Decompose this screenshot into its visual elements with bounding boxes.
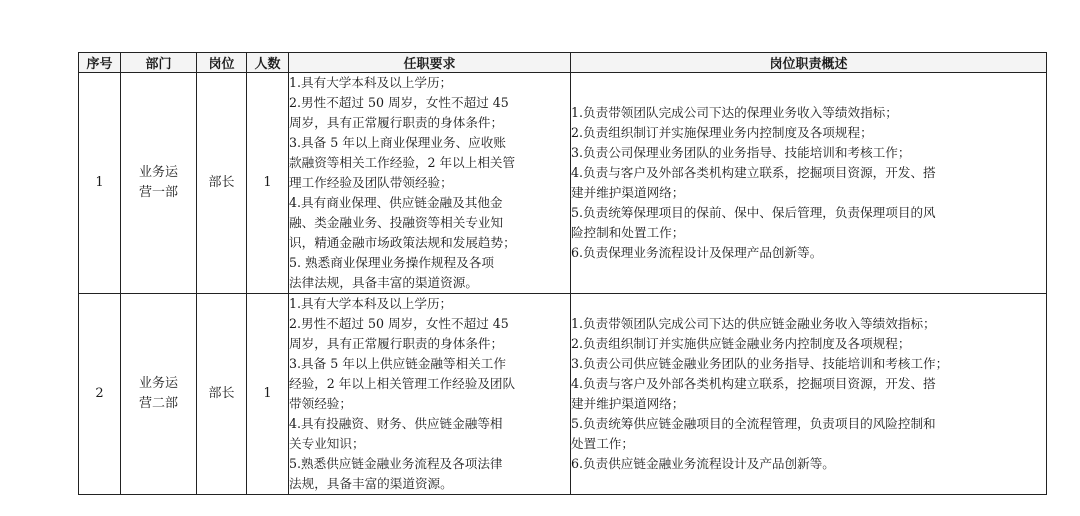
requirement-line: 5.熟悉供应链金融业务流程及各项法律 xyxy=(289,456,503,471)
header-requirements: 任职要求 xyxy=(289,53,571,73)
responsibility-line: 5.负责统筹保理项目的保前、保中、保后管理，负责保理项目的风 xyxy=(571,205,936,220)
responsibility-line: 4.负责与客户及外部各类机构建立联系，挖掘项目资源，开发、搭 xyxy=(571,165,936,180)
responsibility-line: 1.负责带领团队完成公司下达的保理业务收入等绩效指标； xyxy=(571,105,898,120)
responsibility-line: 处置工作； xyxy=(571,436,634,451)
requirement-line: 识，精通金融市场政策法规和发展趋势； xyxy=(289,235,516,250)
responsibility-line: 6.负责保理业务流程设计及保理产品创新等。 xyxy=(571,245,823,260)
requirement-line: 4.具有商业保理、供应链金融及其他金 xyxy=(289,195,503,210)
requirement-line: 5. 熟悉商业保理业务操作规程及各项 xyxy=(289,255,494,270)
requirement-line: 周岁，具有正常履行职责的身体条件； xyxy=(289,115,504,130)
department-cell xyxy=(121,294,197,495)
requirements-cell xyxy=(289,73,571,294)
requirement-line: 1.具有大学本科及以上学历； xyxy=(289,296,453,311)
department-cell xyxy=(121,73,197,294)
requirement-line: 3.具备 5 年以上供应链金融等相关工作 xyxy=(289,356,506,371)
requirement-line: 3.具备 5 年以上商业保理业务、应收账 xyxy=(289,135,506,150)
requirement-line: 款融资等相关工作经验，2 年以上相关管 xyxy=(289,155,516,170)
department-name-line: 营一部 xyxy=(138,185,178,200)
post-cell: 部长 xyxy=(197,73,247,294)
requirement-line: 融、类金融业务、投融资等相关专业知 xyxy=(289,215,504,230)
department-name-line: 业务运 xyxy=(138,165,178,180)
job-requirements-table xyxy=(78,52,1047,495)
requirement-line: 经验，2 年以上相关管理工作经验及团队 xyxy=(289,376,516,391)
responsibility-line: 4.负责与客户及外部各类机构建立联系，挖掘项目资源，开发、搭 xyxy=(571,376,936,391)
post-cell: 部长 xyxy=(197,294,247,495)
responsibility-line: 3.负责公司保理业务团队的业务指导、技能培训和考核工作； xyxy=(571,145,911,160)
header-headcount: 人数 xyxy=(247,53,289,73)
requirements-cell xyxy=(289,294,571,495)
responsibilities-cell xyxy=(571,73,1047,294)
requirement-line: 关专业知识； xyxy=(289,436,365,451)
responsibility-line: 1.负责带领团队完成公司下达的供应链金融业务收入等绩效指标； xyxy=(571,316,936,331)
header-no: 序号 xyxy=(79,53,121,73)
header-department: 部门 xyxy=(121,53,197,73)
requirement-line: 1.具有大学本科及以上学历； xyxy=(289,75,453,90)
responsibility-line: 5.负责统筹供应链金融项目的全流程管理，负责项目的风险控制和 xyxy=(571,416,936,431)
responsibility-line: 建并维护渠道网络； xyxy=(571,185,685,200)
row-number: 1 xyxy=(79,73,121,294)
requirement-line: 带领经验； xyxy=(289,396,352,411)
requirement-line: 法规，具备丰富的渠道资源。 xyxy=(289,476,453,491)
responsibilities-cell xyxy=(571,294,1047,495)
headcount-cell: 1 xyxy=(247,73,289,294)
responsibility-line: 3.负责公司供应链金融业务团队的业务指导、技能培训和考核工作； xyxy=(571,356,949,371)
row-number: 2 xyxy=(79,294,121,495)
requirement-line: 周岁，具有正常履行职责的身体条件； xyxy=(289,336,504,351)
requirement-line: 4.具有投融资、财务、供应链金融等相 xyxy=(289,416,503,431)
header-responsibilities: 岗位职责概述 xyxy=(571,53,1047,73)
responsibility-line: 2.负责组织制订并实施供应链金融业务内控制度及各项规程； xyxy=(571,336,911,351)
department-name-line: 业务运 xyxy=(138,376,178,391)
requirement-line: 2.男性不超过 50 周岁，女性不超过 45 xyxy=(289,316,509,331)
requirement-line: 法律法规，具备丰富的渠道资源。 xyxy=(289,275,478,290)
header-post: 岗位 xyxy=(197,53,247,73)
responsibility-line: 险控制和处置工作； xyxy=(571,225,685,240)
department-name-line: 营二部 xyxy=(138,396,178,411)
headcount-cell: 1 xyxy=(247,294,289,495)
responsibility-line: 建并维护渠道网络； xyxy=(571,396,685,411)
table-row xyxy=(79,294,1047,495)
requirement-line: 2.男性不超过 50 周岁，女性不超过 45 xyxy=(289,95,509,110)
table-header-row xyxy=(79,53,1047,73)
responsibility-line: 2.负责组织制订并实施保理业务内控制度及各项规程； xyxy=(571,125,873,140)
table-row xyxy=(79,73,1047,294)
responsibility-line: 6.负责供应链金融业务流程设计及产品创新等。 xyxy=(571,456,835,471)
requirement-line: 理工作经验及团队带领经验； xyxy=(289,175,453,190)
